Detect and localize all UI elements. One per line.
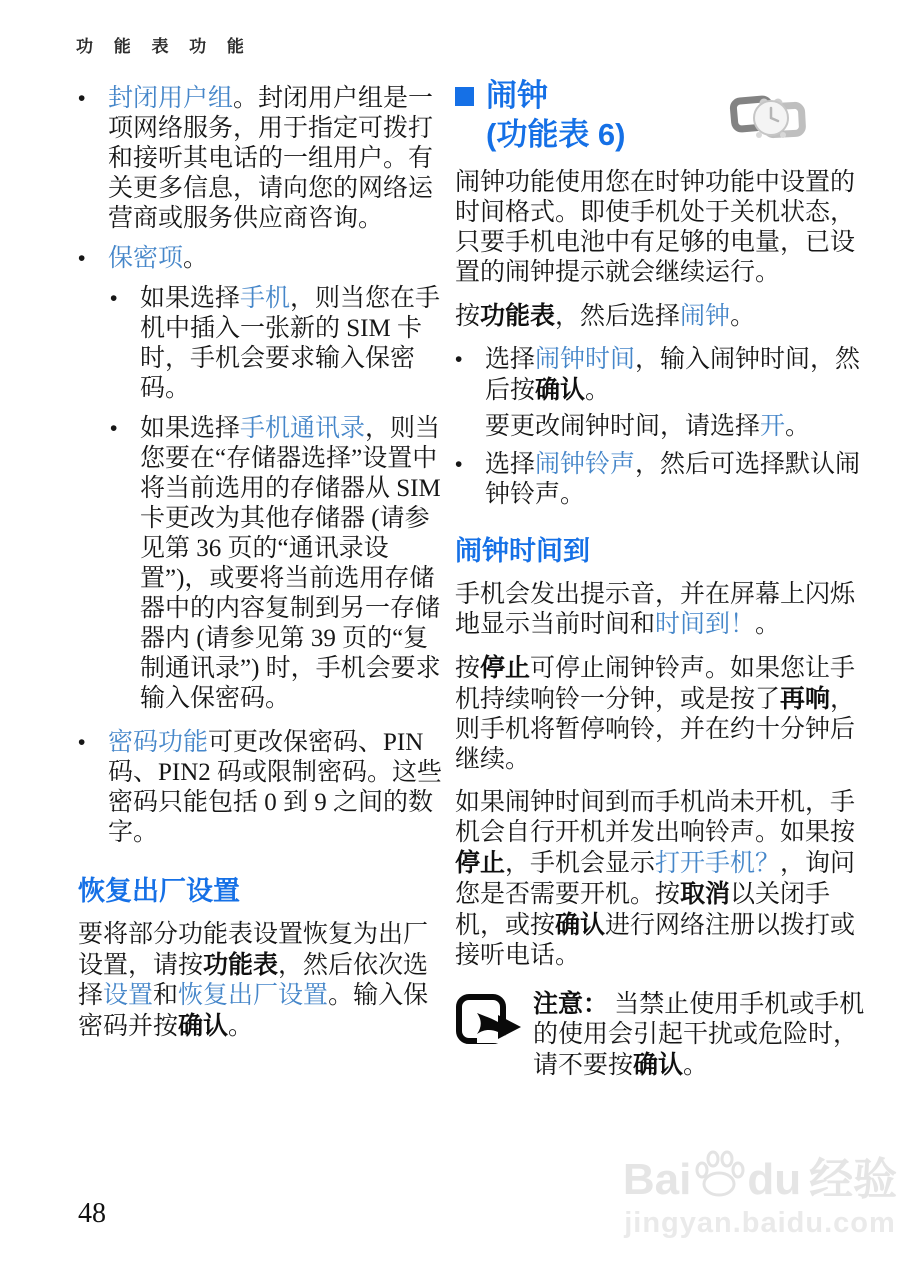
text-segment: 如果闹钟时间到而手机尚未开机，手机会自行开机并发出响铃声。如果按 xyxy=(455,789,856,846)
text-segment: ，则当您要在“存储器选择”设置中将当前选用的存储器从 SIM 卡更改为其他存储器 (请参见第 36 页的“通讯录设置”)，或要将当前选用存储器中的内容复制到另一存储器内 (请参见第 39 页的“复制通讯录”) 时，手机会要求输入保密码。 xyxy=(140,415,441,712)
section-title-time-up: 闹钟时间到 xyxy=(455,536,590,566)
link-alarm: 闹钟 xyxy=(680,303,731,330)
watermark-jingyan: 经验 xyxy=(809,1155,898,1204)
key-cancel: 取消 xyxy=(680,880,731,908)
blue-square-bullet-icon xyxy=(455,87,474,106)
text-segment: 可停止闹钟铃声。如果您让手机持续响铃一分钟，或是按了 xyxy=(455,655,856,713)
text-segment: 如果选择 xyxy=(140,415,241,442)
watermark-logo xyxy=(612,1148,908,1203)
text-segment: 和 xyxy=(153,982,179,1009)
link-settings: 设置 xyxy=(103,982,154,1009)
text-segment: 。 xyxy=(683,1052,709,1079)
note-arrow-icon xyxy=(455,989,533,1081)
link-password-functions: 密码功能 xyxy=(108,729,209,756)
page-header: 功 能 表 功 能 xyxy=(76,37,252,56)
bullet-marker: • xyxy=(455,453,463,476)
right-column xyxy=(455,76,869,1081)
text-segment: 。 xyxy=(183,245,209,272)
paragraph-power-off-alarm xyxy=(455,788,869,971)
alarm-clock-icon xyxy=(728,88,808,151)
paw-icon xyxy=(693,1148,745,1207)
bullet-marker: • xyxy=(110,417,118,440)
note-block xyxy=(455,989,869,1081)
list-item-password-functions xyxy=(78,728,444,848)
text-segment: 可更改保密码、PIN 码、PIN2 码或限制密码。这些密码只能包括 0 到 9 之间的数字。 xyxy=(108,729,443,846)
text-segment: 选择 xyxy=(485,451,536,478)
bullet-text xyxy=(108,728,444,848)
paragraph-change-alarm-time xyxy=(485,412,869,442)
text-segment: 。 xyxy=(755,611,781,638)
bullet-text xyxy=(140,284,444,404)
text-segment: ，输入闹钟时间，然后按 xyxy=(485,346,861,404)
text-segment: 选择 xyxy=(485,346,536,373)
list-item-security-options xyxy=(78,244,444,274)
text-segment: 手机会发出提示音，并在屏幕上闪烁地显示当前时间和 xyxy=(455,581,856,638)
key-menu: 功能表 xyxy=(480,302,556,330)
link-security-options: 保密项 xyxy=(108,245,184,272)
text-segment: 。 xyxy=(585,377,611,404)
key-snooze: 再响 xyxy=(780,685,831,713)
text-segment: 按 xyxy=(455,303,481,330)
list-item-alarm-tone xyxy=(455,450,869,510)
key-stop: 停止 xyxy=(480,654,531,682)
text-segment: ，然后选择 xyxy=(555,303,681,330)
sub-list-item-phone-contacts xyxy=(110,414,444,714)
link-time-up: 时间到！ xyxy=(655,611,756,638)
bullet-marker: • xyxy=(110,287,118,310)
key-ok: 确认 xyxy=(535,376,586,404)
left-column xyxy=(78,84,444,1055)
chapter-title-line2: (功能表 6) xyxy=(486,117,626,152)
text-segment: 要更改闹钟时间，请选择 xyxy=(485,413,761,440)
page-number: 48 xyxy=(78,1198,106,1229)
text-segment: ，然后依次选择 xyxy=(78,952,429,1009)
link-alarm-tone: 闹钟铃声 xyxy=(535,451,636,478)
text-segment: ，然后可选择默认闹钟铃声。 xyxy=(485,451,861,508)
bullet-text xyxy=(108,84,444,234)
key-ok: 确认 xyxy=(178,1012,229,1040)
link-phone: 手机 xyxy=(240,285,291,312)
bullet-marker: • xyxy=(78,731,86,754)
bullet-marker: • xyxy=(78,247,86,270)
bullet-marker: • xyxy=(455,348,463,371)
text-segment: 如果选择 xyxy=(140,285,241,312)
text-segment: 。封闭用户组是一项网络服务，用于指定可拨打和接听其电话的一组用户。有关更多信息，请向您的网络运营商或服务供应商咨询。 xyxy=(108,85,434,232)
key-ok: 确认 xyxy=(555,911,606,939)
text-segment: 。 xyxy=(785,413,811,440)
paragraph-alarm-intro: 闹钟功能使用您在时钟功能中设置的时间格式。即使手机处于关机状态，只要手机电池中有足够的电量，已设置的闹钟提示就会继续运行。 xyxy=(455,169,856,286)
paragraph-alarm-menu xyxy=(455,301,869,332)
bullet-marker: • xyxy=(78,87,86,110)
watermark-du: du xyxy=(747,1155,802,1204)
text-segment: ，则手机将暂停响铃，并在约十分钟后继续。 xyxy=(455,686,856,773)
paragraph-stop-snooze xyxy=(455,653,869,775)
watermark-bai: Bai xyxy=(622,1155,692,1204)
link-phone-contacts: 手机通讯录 xyxy=(240,415,366,442)
note-label: 注意： xyxy=(533,990,609,1018)
text-segment: ，则当您在手机中插入一张新的 SIM 卡时，手机会要求输入保密码。 xyxy=(140,285,441,402)
chapter-title-line1: 闹钟 xyxy=(486,78,548,113)
link-phone-on-question: 打开手机？ xyxy=(655,850,781,877)
section-title-restore-factory: 恢复出厂设置 xyxy=(78,876,240,906)
text-segment: 。 xyxy=(228,1013,254,1040)
text-segment: 进行网络注册以拨打或接听电话。 xyxy=(455,912,856,969)
text-segment: 。 xyxy=(730,303,756,330)
bullet-text xyxy=(485,450,869,510)
text-segment: 当禁止使用手机或手机的使用会引起干扰或危险时，请不要按 xyxy=(533,991,865,1079)
list-item-alarm-time xyxy=(455,345,869,406)
text-segment: ，询问您是否需要开机。按 xyxy=(455,850,856,908)
key-menu: 功能表 xyxy=(203,951,279,979)
bullet-text xyxy=(108,244,444,274)
paragraph-time-up-display xyxy=(455,580,869,640)
text-segment: 按 xyxy=(455,655,481,682)
watermark xyxy=(612,1148,908,1243)
key-stop: 停止 xyxy=(455,849,506,877)
link-restore-factory-settings: 恢复出厂设置 xyxy=(178,982,329,1009)
text-segment: ，手机会显示 xyxy=(505,850,656,877)
watermark-url: jingyan.baidu.com xyxy=(624,1207,896,1239)
list-item-closed-user-group xyxy=(78,84,444,234)
key-ok: 确认 xyxy=(633,1051,684,1079)
text-segment: 。输入保密码并按 xyxy=(78,982,429,1040)
text-segment: 要将部分功能表设置恢复为出厂设置，请按 xyxy=(78,921,429,979)
text-segment: 以关闭手机，或按 xyxy=(455,881,831,939)
link-closed-user-group: 封闭用户组 xyxy=(108,85,234,112)
bullet-text xyxy=(140,414,444,714)
link-alarm-time: 闹钟时间 xyxy=(535,346,636,373)
note-text xyxy=(533,989,869,1081)
paragraph-restore-factory xyxy=(78,920,444,1042)
link-on: 开 xyxy=(760,413,786,440)
sub-list-item-phone xyxy=(110,284,444,404)
bullet-text xyxy=(485,345,869,406)
